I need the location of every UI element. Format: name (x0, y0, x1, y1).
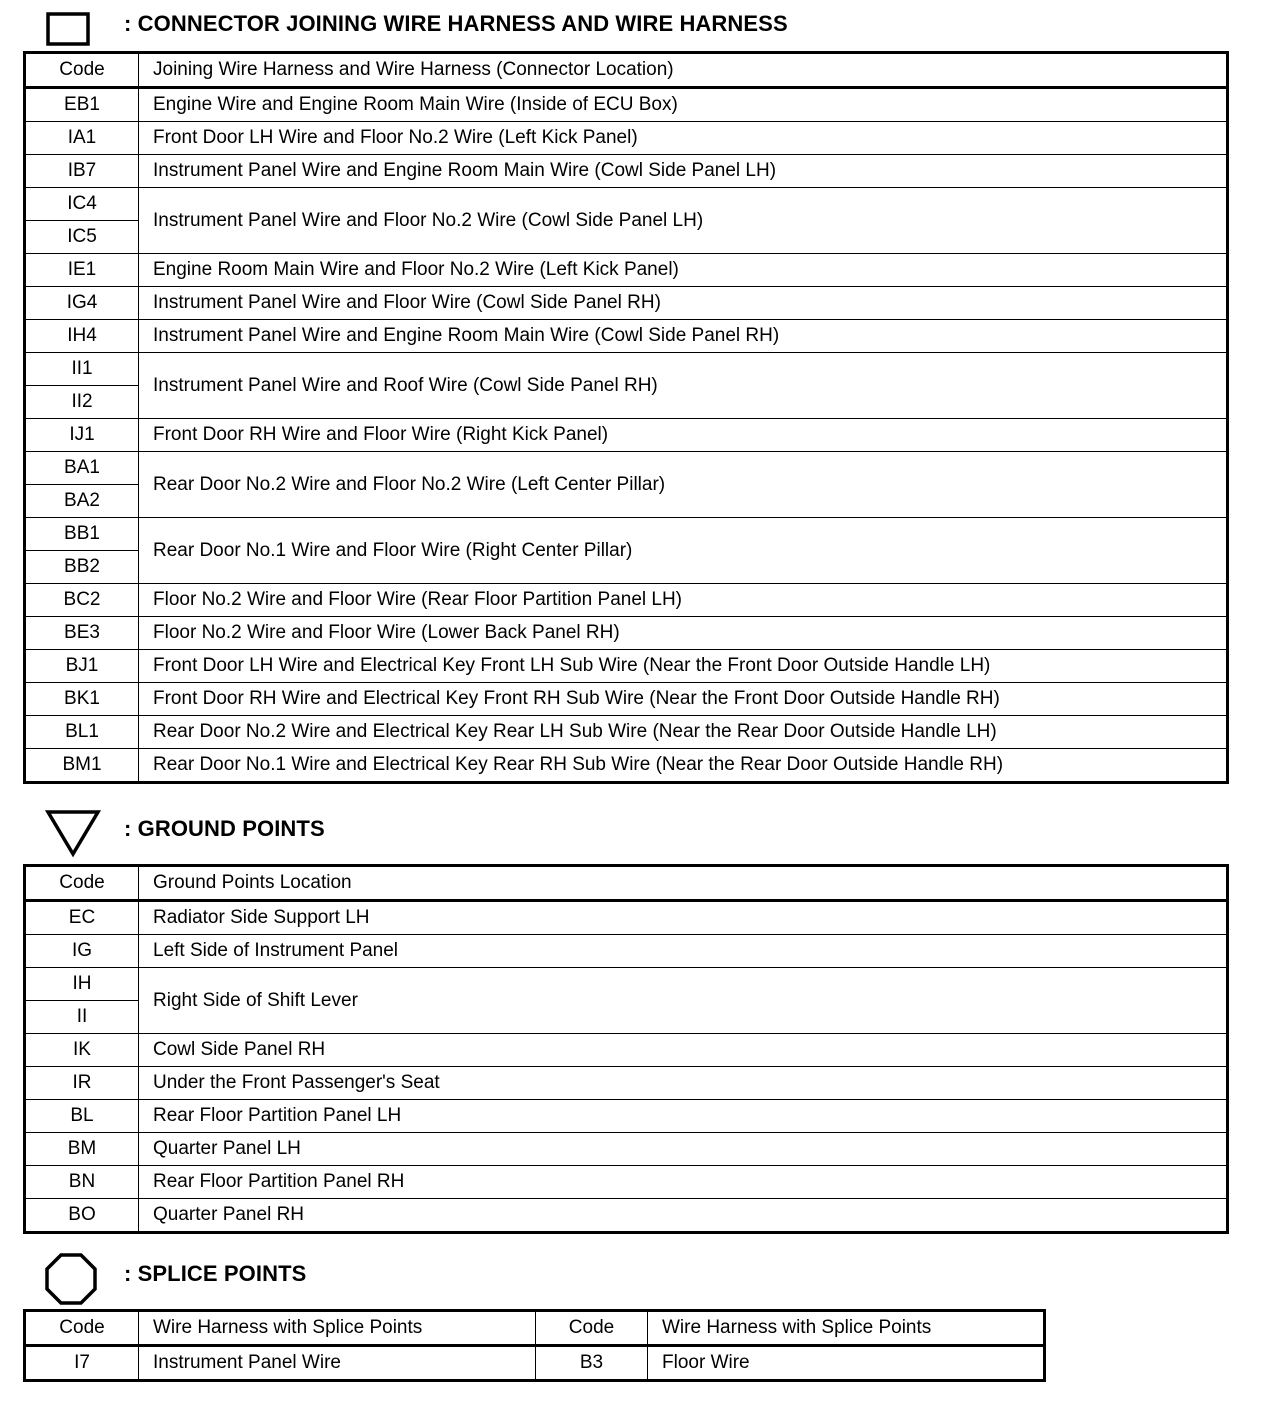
table-row (26, 935, 1227, 968)
description-cell: Front Door RH Wire and Floor Wire (Right Kick Panel) (139, 419, 1227, 452)
description-cell: Floor Wire (648, 1346, 1044, 1380)
code-cell: IC5 (26, 221, 139, 254)
description-cell: Rear Door No.1 Wire and Electrical Key Rear RH Sub Wire (Near the Rear Door Outside Handle RH) (139, 749, 1227, 782)
description-cell: Instrument Panel Wire and Engine Room Main Wire (Cowl Side Panel RH) (139, 320, 1227, 353)
table-row (26, 320, 1227, 353)
code-cell: I7 (26, 1346, 139, 1380)
code-header: Code (26, 54, 139, 88)
description-cell: Rear Floor Partition Panel LH (139, 1100, 1227, 1133)
table-row (26, 88, 1227, 122)
table-header-row (26, 1312, 1044, 1346)
table-row (26, 1346, 1044, 1380)
table-row (26, 617, 1227, 650)
code-cell: IC4 (26, 188, 139, 221)
table-row (26, 155, 1227, 188)
code-cell: BN (26, 1166, 139, 1199)
triangle-ground-icon (44, 808, 102, 858)
code-cell: IJ1 (26, 419, 139, 452)
description-cell: Quarter Panel LH (139, 1133, 1227, 1166)
splice-table (25, 1311, 1044, 1380)
table-row (26, 188, 1227, 221)
code-cell: BJ1 (26, 650, 139, 683)
code-header: Code (26, 1312, 139, 1346)
code-cell: BB2 (26, 551, 139, 584)
description-cell: Engine Wire and Engine Room Main Wire (Inside of ECU Box) (139, 88, 1227, 122)
description-header: Wire Harness with Splice Points (139, 1312, 536, 1346)
description-cell: Instrument Panel Wire and Engine Room Main Wire (Cowl Side Panel LH) (139, 155, 1227, 188)
code-cell: BC2 (26, 584, 139, 617)
code-cell: B3 (536, 1346, 648, 1380)
table-row (26, 122, 1227, 155)
code-cell: BM (26, 1133, 139, 1166)
table-header-row (26, 867, 1227, 901)
table-row (26, 650, 1227, 683)
table-row (26, 1133, 1227, 1166)
table-row (26, 1100, 1227, 1133)
table-row (26, 419, 1227, 452)
table-row (26, 1199, 1227, 1232)
description-cell: Rear Door No.2 Wire and Electrical Key Rear LH Sub Wire (Near the Rear Door Outside Handle LH) (139, 716, 1227, 749)
code-cell: BB1 (26, 518, 139, 551)
code-cell: BE3 (26, 617, 139, 650)
description-cell: Front Door RH Wire and Electrical Key Front RH Sub Wire (Near the Front Door Outside Handle RH) (139, 683, 1227, 716)
description-cell: Rear Door No.1 Wire and Floor Wire (Right Center Pillar) (139, 518, 1227, 584)
description-cell: Engine Room Main Wire and Floor No.2 Wire (Left Kick Panel) (139, 254, 1227, 287)
description-cell: Rear Floor Partition Panel RH (139, 1166, 1227, 1199)
code-cell: IA1 (26, 122, 139, 155)
code-cell: EC (26, 901, 139, 935)
code-cell: BO (26, 1199, 139, 1232)
code-cell: BK1 (26, 683, 139, 716)
table-row (26, 968, 1227, 1001)
octagon-splice-icon (44, 1252, 98, 1306)
code-cell: IB7 (26, 155, 139, 188)
code-cell: IE1 (26, 254, 139, 287)
table-row (26, 901, 1227, 935)
code-cell: II2 (26, 386, 139, 419)
code-cell: IH4 (26, 320, 139, 353)
code-cell: BL1 (26, 716, 139, 749)
description-cell: Floor No.2 Wire and Floor Wire (Lower Back Panel RH) (139, 617, 1227, 650)
description-cell: Floor No.2 Wire and Floor Wire (Rear Floor Partition Panel LH) (139, 584, 1227, 617)
description-cell: Front Door LH Wire and Floor No.2 Wire (Left Kick Panel) (139, 122, 1227, 155)
description-cell: Cowl Side Panel RH (139, 1034, 1227, 1067)
table-row (26, 716, 1227, 749)
ground-section-title: : GROUND POINTS (124, 816, 325, 841)
code-cell: II1 (26, 353, 139, 386)
table-row (26, 749, 1227, 782)
description-cell: Instrument Panel Wire (139, 1346, 536, 1380)
table-row (26, 518, 1227, 551)
description-cell: Under the Front Passenger's Seat (139, 1067, 1227, 1100)
description-header: Joining Wire Harness and Wire Harness (Connector Location) (139, 54, 1227, 88)
description-cell: Radiator Side Support LH (139, 901, 1227, 935)
code-header: Code (536, 1312, 648, 1346)
code-cell: IK (26, 1034, 139, 1067)
code-cell: EB1 (26, 88, 139, 122)
code-cell: BM1 (26, 749, 139, 782)
description-cell: Left Side of Instrument Panel (139, 935, 1227, 968)
code-cell: II (26, 1001, 139, 1034)
table-row (26, 1034, 1227, 1067)
code-cell: IG (26, 935, 139, 968)
code-header: Code (26, 867, 139, 901)
table-row (26, 254, 1227, 287)
table-row (26, 287, 1227, 320)
ground-table (25, 866, 1227, 1232)
table-header-row (26, 54, 1227, 88)
splice-section-title: : SPLICE POINTS (124, 1261, 307, 1286)
description-cell: Quarter Panel RH (139, 1199, 1227, 1232)
square-connector-icon (46, 12, 90, 46)
description-cell: Right Side of Shift Lever (139, 968, 1227, 1034)
table-row (26, 452, 1227, 485)
table-row (26, 683, 1227, 716)
code-cell: BA2 (26, 485, 139, 518)
code-cell: IG4 (26, 287, 139, 320)
description-cell: Instrument Panel Wire and Floor Wire (Cowl Side Panel RH) (139, 287, 1227, 320)
code-cell: BA1 (26, 452, 139, 485)
description-header: Ground Points Location (139, 867, 1227, 901)
connector-table (25, 53, 1227, 782)
description-cell: Rear Door No.2 Wire and Floor No.2 Wire (Left Center Pillar) (139, 452, 1227, 518)
table-row (26, 353, 1227, 386)
description-cell: Instrument Panel Wire and Floor No.2 Wire (Cowl Side Panel LH) (139, 188, 1227, 254)
code-cell: IR (26, 1067, 139, 1100)
table-row (26, 1067, 1227, 1100)
table-row (26, 1166, 1227, 1199)
table-row (26, 584, 1227, 617)
description-cell: Front Door LH Wire and Electrical Key Front LH Sub Wire (Near the Front Door Outside Handle LH) (139, 650, 1227, 683)
connector-section-title: : CONNECTOR JOINING WIRE HARNESS AND WIRE HARNESS (124, 11, 788, 36)
description-cell: Instrument Panel Wire and Roof Wire (Cowl Side Panel RH) (139, 353, 1227, 419)
description-header: Wire Harness with Splice Points (648, 1312, 1044, 1346)
code-cell: BL (26, 1100, 139, 1133)
code-cell: IH (26, 968, 139, 1001)
